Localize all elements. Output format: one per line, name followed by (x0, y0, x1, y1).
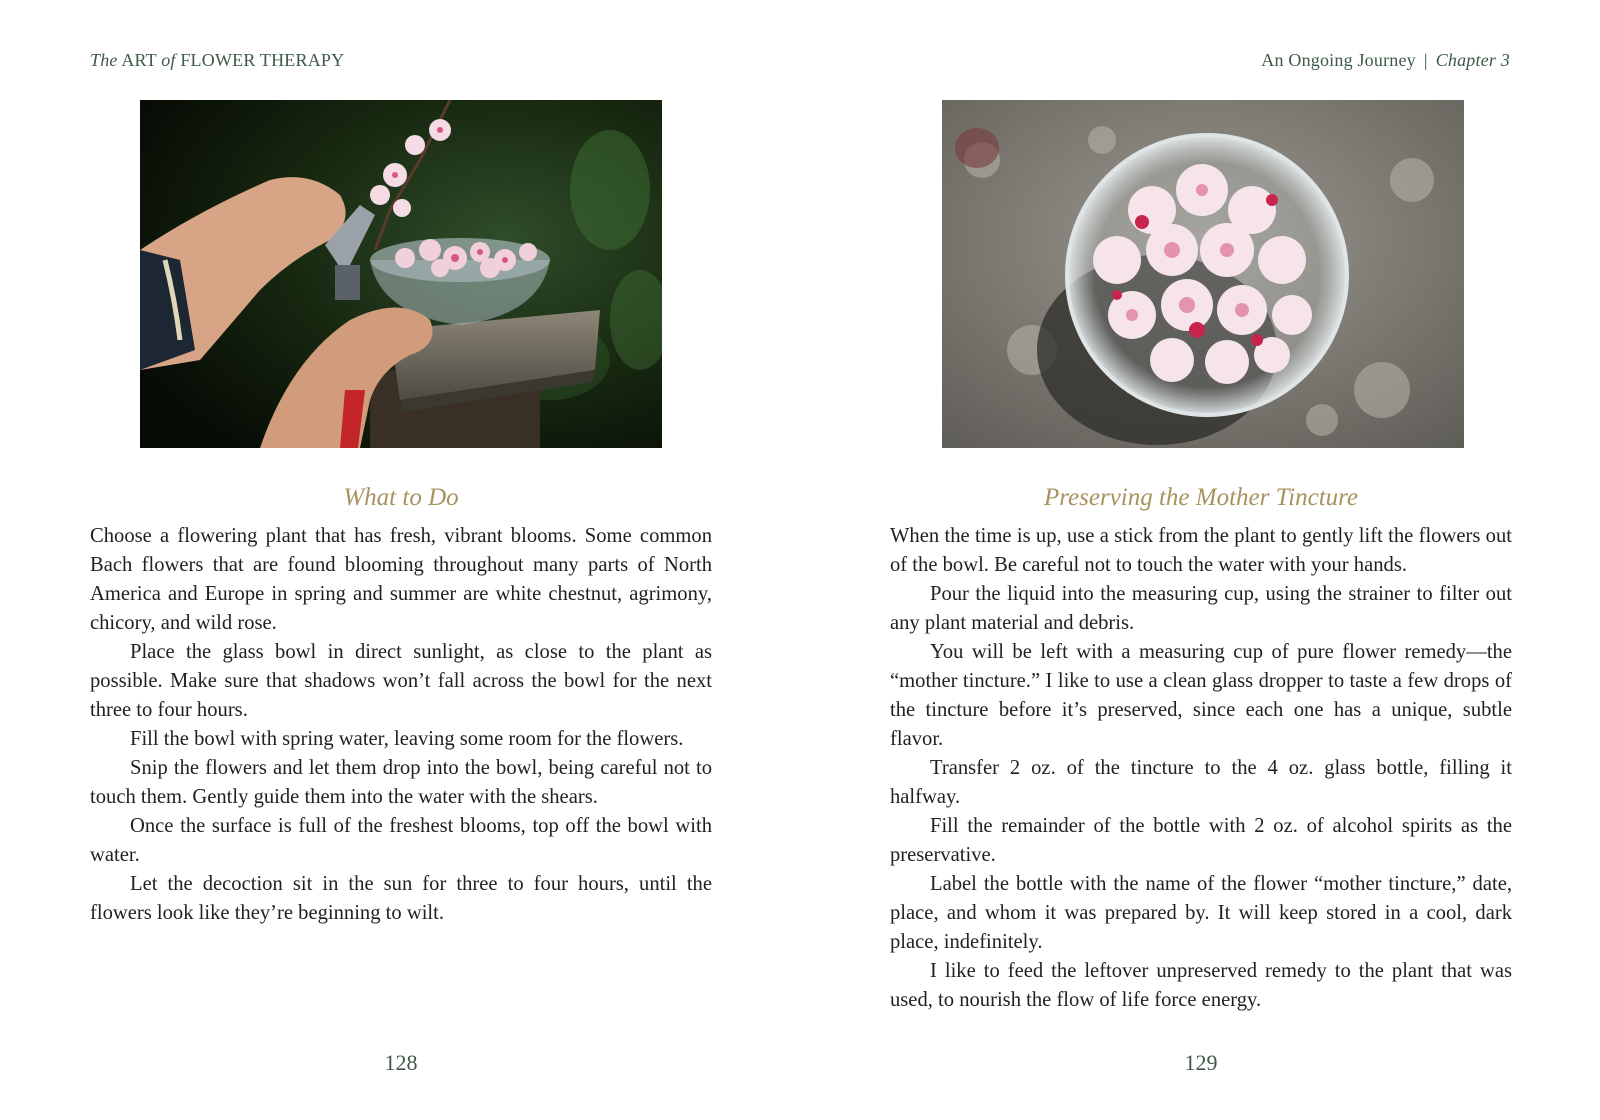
paragraph: Choose a flowering plant that has fresh, vibrant blooms. Some common Bach flowers that are found blooming throughout many parts of North America and Europe in spring and summer are white chestnut, agrimony, chicory, and wild rose. (90, 525, 712, 634)
title-end: FLOWER THERAPY (180, 50, 345, 70)
title-of: of (161, 50, 176, 70)
paragraph: Pour the liquid into the measuring cup, using the strainer to filter out any plant material and debris. (890, 583, 1512, 634)
book-title-header (90, 50, 344, 71)
paragraph: Transfer 2 oz. of the tincture to the 4 oz. glass bottle, filling it halfway. (890, 757, 1512, 808)
paragraph: Once the surface is full of the freshest blooms, top off the bowl with water. (90, 815, 712, 866)
paragraph: Fill the remainder of the bottle with 2 oz. of alcohol spirits as the preservative. (890, 815, 1512, 866)
paragraph: When the time is up, use a stick from the plant to gently lift the flowers out of the bowl. Be careful not to touch the water with your hands. (890, 525, 1512, 576)
photo-cutting-flowers (140, 100, 662, 448)
page-number: 128 (384, 1050, 418, 1075)
title-prefix: The (90, 50, 118, 70)
section-title: Preserving the Mother Tincture (1043, 484, 1359, 511)
paragraph: I like to feed the leftover unpreserved remedy to the plant that was used, to nourish the flow of life force energy. (890, 960, 1512, 1011)
paragraph: Place the glass bowl in direct sunlight, as close to the plant as possible. Make sure that shadows won’t fall across the bowl for the next three to four hours. (90, 641, 712, 721)
right-page (800, 0, 1600, 1120)
paragraph: Label the bottle with the name of the flower “mother tincture,” date, place, and whom it was prepared by. It will keep stored in a cool, dark place, indefinitely. (890, 873, 1512, 953)
chapter-label: Chapter 3 (1435, 50, 1510, 70)
part-title: An Ongoing Journey (1261, 50, 1416, 70)
body-text (890, 522, 1512, 1015)
page-number: 129 (1184, 1050, 1218, 1075)
title-main: ART (121, 50, 157, 70)
body-text (90, 522, 712, 928)
paragraph: Fill the bowl with spring water, leaving some room for the flowers. (130, 728, 684, 750)
chapter-header (1261, 50, 1510, 71)
paragraph: You will be left with a measuring cup of pure flower remedy—the “mother tincture.” I like to use a clean glass dropper to taste a few drops of the tincture before it’s preserved, since each one has a unique, subtle flavor. (890, 641, 1512, 750)
paragraph: Snip the flowers and let them drop into the bowl, being careful not to touch them. Gently guide them into the water with the shears. (90, 757, 712, 808)
photo-bowl-of-blossoms (942, 100, 1464, 448)
header-separator: | (1423, 50, 1428, 70)
paragraph: Let the decoction sit in the sun for three to four hours, until the flowers look like they’re beginning to wilt. (90, 873, 712, 924)
section-title: What to Do (343, 484, 459, 511)
